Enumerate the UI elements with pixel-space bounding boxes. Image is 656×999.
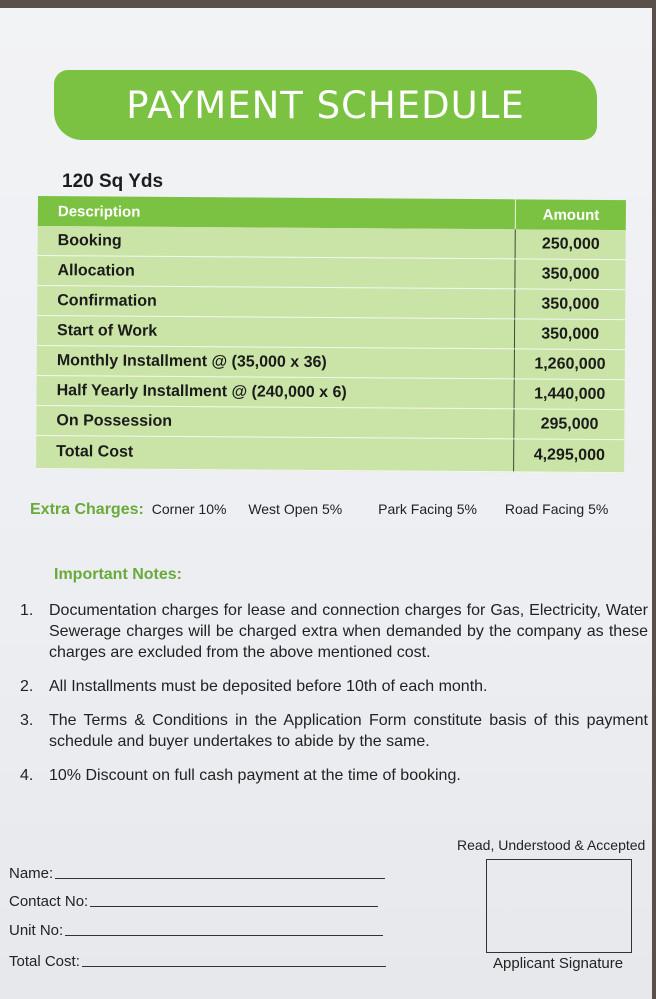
signature-box[interactable] xyxy=(486,859,632,953)
note-text: All Installments must be deposited before 10th of each month. xyxy=(49,678,488,695)
note-item xyxy=(20,710,648,752)
title-banner xyxy=(54,70,597,140)
note-number: 3. xyxy=(20,712,34,729)
plot-size-heading: 120 Sq Yds xyxy=(62,171,164,192)
payment-table xyxy=(36,196,626,473)
name-label: Name: xyxy=(9,865,54,882)
row-description: Confirmation xyxy=(37,285,515,318)
note-text: Documentation charges for lease and connection charges for Gas, Electricity, Water Sewerage charges will be charged extra when demanded by the company as these charges are excluded from the above mentioned cost. xyxy=(49,602,648,661)
extra-charge-corner: Corner 10% xyxy=(151,501,227,517)
contact-label: Contact No: xyxy=(9,893,89,910)
table-row xyxy=(37,375,625,409)
row-amount: 295,000 xyxy=(514,409,624,440)
notes-heading: Important Notes: xyxy=(54,566,182,583)
signature-label: Applicant Signature xyxy=(493,955,624,972)
header-amount: Amount xyxy=(516,199,626,230)
row-description: Monthly Installment @ (35,000 x 36) xyxy=(37,345,515,378)
note-number: 2. xyxy=(20,678,34,695)
table-row xyxy=(38,226,626,260)
table-row xyxy=(36,405,624,439)
row-amount: 250,000 xyxy=(515,229,625,259)
row-description: Half Yearly Installment @ (240,000 x 6) xyxy=(37,375,515,408)
row-amount: 350,000 xyxy=(515,259,625,290)
note-item xyxy=(20,765,648,786)
page-title: PAYMENT SCHEDULE xyxy=(126,83,525,127)
total-cost-field[interactable] xyxy=(9,953,386,970)
name-field[interactable] xyxy=(9,865,385,882)
row-description: On Possession xyxy=(36,405,514,438)
table-row xyxy=(37,285,625,319)
row-amount: 350,000 xyxy=(515,319,625,350)
table-header-row xyxy=(38,196,626,230)
row-amount: 1,440,000 xyxy=(514,379,624,410)
row-description: Booking xyxy=(38,226,516,259)
extra-charges-label: Extra Charges: xyxy=(30,501,144,518)
note-text: 10% Discount on full cash payment at the time of booking. xyxy=(49,767,461,784)
note-number: 4. xyxy=(20,767,34,784)
accept-text: Read, Understood & Accepted xyxy=(457,837,646,853)
unit-line[interactable] xyxy=(65,934,383,936)
document-page xyxy=(0,8,652,999)
total-label: Total Cost xyxy=(36,435,514,471)
note-item xyxy=(20,600,648,663)
total-cost-label: Total Cost: xyxy=(9,953,80,970)
total-row xyxy=(36,435,624,472)
extra-charges xyxy=(30,501,626,519)
note-item xyxy=(20,676,648,697)
unit-field[interactable] xyxy=(9,922,383,939)
note-number: 1. xyxy=(20,602,34,619)
name-line[interactable] xyxy=(55,877,385,879)
row-amount: 350,000 xyxy=(515,289,625,320)
unit-label: Unit No: xyxy=(9,922,64,939)
contact-field[interactable] xyxy=(9,893,378,910)
extra-charge-park-facing: Park Facing 5% xyxy=(378,501,477,517)
extra-charge-road-facing: Road Facing 5% xyxy=(504,501,609,517)
header-description: Description xyxy=(38,196,516,229)
row-amount: 1,260,000 xyxy=(514,349,624,380)
extra-charge-west-open: West Open 5% xyxy=(248,501,343,517)
note-text: The Terms & Conditions in the Application Form constitute basis of this payment schedule and buyer undertakes to abide by the same. xyxy=(49,712,648,750)
table-row xyxy=(37,315,625,349)
table-row xyxy=(37,255,625,289)
table-row xyxy=(37,345,625,379)
total-amount: 4,295,000 xyxy=(514,439,624,473)
row-description: Start of Work xyxy=(37,315,515,348)
total-cost-line[interactable] xyxy=(82,965,386,967)
contact-line[interactable] xyxy=(90,905,378,907)
row-description: Allocation xyxy=(37,255,515,288)
notes-list xyxy=(20,600,648,799)
